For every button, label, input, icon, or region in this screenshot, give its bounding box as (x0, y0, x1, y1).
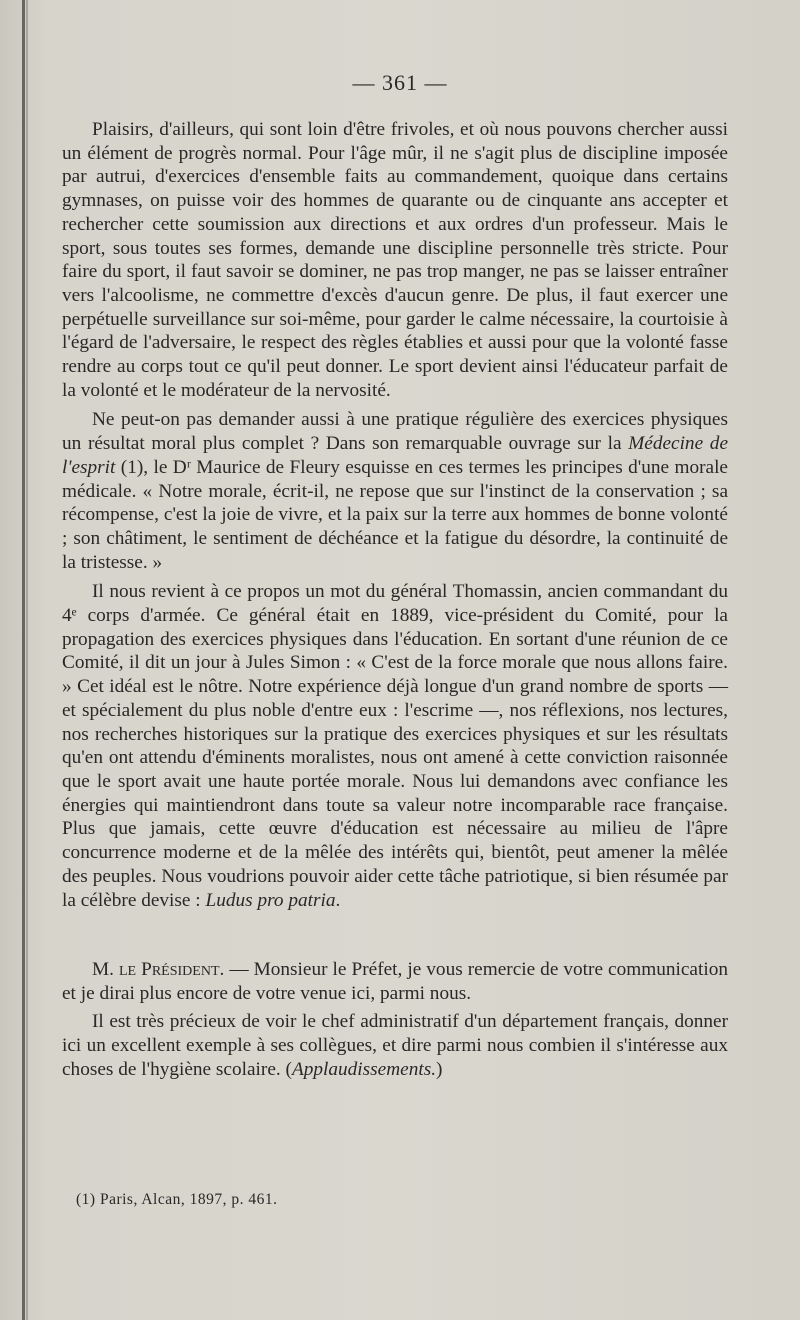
main-text (62, 118, 728, 912)
paragraph-text: Il nous revient à ce propos un mot du général Thomassin, ancien commandant du 4ᵉ corps d'armée. Ce général était en 1889, vice-président du Comité, pour la propagation des exercices physiques dans l'éducation. En sortant d'une réunion de ce Comité, il dit un jour à Jules Simon : « C'est de la force morale que nous allons faire. » Cet idéal est le nôtre. Notre expérience déjà longue d'un grand nombre de sports — et spécialement du plus noble d'entre eux : l'escrime —, nos réflexions, nos lectures, nos recherches historiques sur la pratique des exercices physiques et sur les résultats qu'en ont attendu d'éminents moralistes, nous ont amené à cette conviction raisonnée que le sport avait une haute portée morale. Nous lui demandons avec confiance les énergies qui maintiendront dans toute sa valeur notre incomparable race française. Plus que jamais, cette œuvre d'éducation est nécessaire au milieu de l'âpre concurrence moderne et de la mêlée des intérêts qui, bientôt, peut amener la mêlée des peuples. Nous voudrions pouvoir aider cette tâche patriotique, si bien résumée par la célèbre devise : (62, 581, 728, 911)
paragraph-text: . (335, 889, 341, 911)
paragraph-moral-medicine (62, 408, 728, 574)
book-title: Médecine de l'esprit (62, 433, 729, 478)
page-number: — 361 — (352, 70, 448, 95)
speech-paragraph (62, 958, 728, 1006)
speech-text: — Monsieur le Préfet, je vous remercie de votre communication et je dirai plus encore de votre venue ici, parmi nous. (62, 959, 728, 1004)
page-binding-edge (22, 0, 25, 1320)
speech-text: ) (436, 1059, 443, 1080)
speaker-name: M. le Président. (92, 959, 225, 980)
motto: Ludus pro patria (205, 889, 336, 911)
paragraph-sport-discipline: Plaisirs, d'ailleurs, qui sont loin d'être frivoles, et où nous pouvons chercher aussi un élément de progrès normal. Pour l'âge mûr, il ne s'agit plus de discipline imposée par autrui, d'exercices d'ensemble faits au commandement, quoique dans certains gymnases, on puisse voir des hommes de quarante ou de cinquante ans accepter et rechercher cette soumission aux directions et aux ordres d'un professeur. Mais le sport, sous toutes ses formes, demande une discipline personnelle très stricte. Pour faire du sport, il faut savoir se dominer, ne pas trop manger, ne pas se laisser entraîner vers l'alcoolisme, ne commettre d'excès d'aucun genre. De plus, il faut exercer une perpétuelle surveillance sur soi-même, pour garder le calme nécessaire, la courtoisie à l'égard de l'adversaire, le respect des règles établies et aussi pour que la volonté fasse rendre au corps tout ce qu'il peut donner. Le sport devient ainsi l'éducateur parfait de la volonté et le modérateur de la nervosité. (62, 119, 728, 401)
paragraph-general-thomassin (62, 580, 728, 912)
speech-paragraph (62, 1010, 728, 1082)
footnote: (1) Paris, Alcan, 1897, p. 461. (76, 1191, 278, 1208)
president-speech (62, 958, 728, 1082)
paragraph-text: (1), le Dʳ Maurice de Fleury esquisse en ces termes les principes d'une morale médicale. « Notre morale, écrit-il, ne repose que sur l'instinct de la conservation ; sa récompense, c'est la joie de vivre, et la paix sur la terre aux hommes de bonne volonté ; son châtiment, le sentiment de déchéance et la fatigue du désordre, la continuité de la tristesse. » (62, 456, 728, 573)
applause-note: Applaudissements. (291, 1059, 437, 1080)
speech-text: Il est très précieux de voir le chef administratif d'un département français, donner ici un excellent exemple à ses collègues, et dire parmi nous combien il s'intéresse aux choses de l'hygiène scolaire. ( (62, 1011, 728, 1080)
paragraph-text: Ne peut-on pas demander aussi à une pratique régulière des exercices physiques un résultat moral plus complet ? Dans son remarquable ouvrage sur la (62, 409, 728, 455)
page-binding-shadow (26, 0, 28, 1320)
